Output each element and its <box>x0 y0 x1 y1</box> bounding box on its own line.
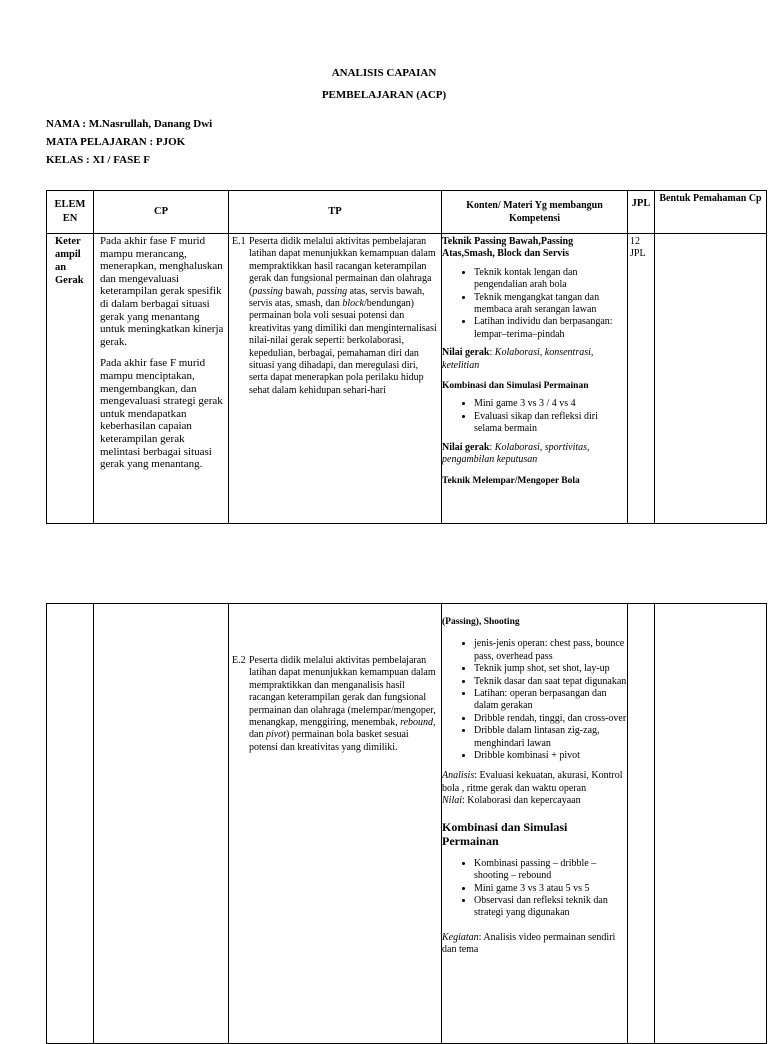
cp-cell <box>94 604 229 1044</box>
jpl-cell <box>628 604 655 1044</box>
elemen-text: Keter ampil an Gerak <box>55 236 84 286</box>
tp-cell <box>229 604 442 1044</box>
table-row <box>47 234 767 524</box>
jpl-value: 12 <box>630 236 640 247</box>
header-tp: TP <box>229 191 442 234</box>
list-item: • Teknik dasar dan saat tepat digunakan <box>474 676 627 688</box>
konten-cell <box>442 604 628 1044</box>
bentuk-cell <box>655 234 767 524</box>
list-item: • Teknik kontak lengan dan pengendalian arah bola <box>474 267 627 292</box>
header-elemen: ELEM EN <box>47 191 94 234</box>
konten-list-2 <box>442 398 627 435</box>
list-item: • Evaluasi sikap dan refleksi diri selama bermain <box>474 411 627 436</box>
konten-continuation: (Passing), Shooting <box>442 617 520 627</box>
header-konten: Konten/ Materi Yg membangun Kompetensi <box>442 191 628 234</box>
list-item: • Dribble dalam lintasan zig-zag, menghindari lawan <box>474 725 627 750</box>
tp-number: E.2 <box>232 655 246 666</box>
kombinasi-heading: Kombinasi dan Simulasi Permainan <box>442 819 568 848</box>
tp-cell <box>229 234 442 524</box>
list-item: • Observasi dan refleksi teknik dan strategi yang digunakan <box>474 895 627 920</box>
tp-text: Peserta didik melalui aktivitas pembelajaran latihan dapat menunjukkan kemampuan dalam mempraktikkan dan menganalisis hasil racangan keterampilan gerak dan fungsional permainan dan olahraga (melempar/mengoper, menangkap, menggiring, menembak, rebound, dan pivot) permainan bola basket sesuai potensi dan kreativitas yang dimiliki. <box>249 655 436 753</box>
doc-title-line2: PEMBELAJARAN (ACP) <box>321 89 447 101</box>
elemen-cell <box>47 604 94 1044</box>
jpl-unit: JPL <box>630 248 646 260</box>
list-item: • Teknik mengangkat tangan dan membaca arah serangan lawan <box>474 292 627 317</box>
list-item: • jenis-jenis operan: chest pass, bounce pass, overhead pass <box>474 638 627 663</box>
nama-field: NAMA : M.Nasrullah, Danang Dwi <box>46 118 213 130</box>
cp-cell <box>94 234 229 524</box>
table-row <box>47 604 767 1044</box>
table-header-row <box>47 191 767 234</box>
cp-paragraph-2: Pada akhir fase F murid mampu menciptakan, mengembangkan, dan mengevaluasi strategi gerak untuk mendapatkan keberhasilan capaian keterampilan gerak melintasi berbagai situasi gerak yang menantang. <box>100 357 223 471</box>
jpl-cell <box>628 234 655 524</box>
tp-text: Peserta didik melalui aktivitas pembelajaran latihan dapat menunjukkan kemampuan dalam mempraktikkan hasil racangan keterampilan gerak dan fungsional permainan dan olahraga (passing bawah, passing atas, servis bawah, servis atas, smash, dan block/bendungan) permainan bola voli sesuai potensi dan kreativitas yang dimiliki dan menginternalisasi nilai-nilai gerak seperti: berkolaborasi, kepedulian, berbagai, pemahaman diri dan situasi yang dihadapi, dan meregulasi diri, serta dapat menerapkan pola perilaku hidup sehat dalam kehidupan sehari-hari <box>249 236 437 396</box>
kombinasi-heading: Kombinasi dan Simulasi Permainan <box>442 381 589 392</box>
nilai-gerak-2: Nilai gerak: Kolaborasi, sportivitas, pengambilan keputusan <box>442 441 590 466</box>
konten-list <box>442 638 627 762</box>
list-item: • Teknik jump shot, set shot, lay-up <box>474 663 627 675</box>
konten-list-2 <box>442 858 627 920</box>
analisis-line: Analisis: Evaluasi kekuatan, akurasi, Kontrol bola , ritme gerak dan waktu operan <box>442 770 623 794</box>
list-item: • Mini game 3 vs 3 / 4 vs 4 <box>474 398 627 410</box>
header-cp: CP <box>94 191 229 234</box>
nilai-gerak-1: Nilai gerak: Kolaborasi, konsentrasi, ketelitian <box>442 347 594 371</box>
list-item: • Kombinasi passing – dribble – shooting – rebound <box>474 858 627 883</box>
konten-list <box>442 267 627 341</box>
list-item: • Latihan individu dan berpasangan: lempar–terima–pindah <box>474 316 627 341</box>
tp-number: E.1 <box>232 236 246 247</box>
acp-table-page1 <box>46 190 767 524</box>
teknik-heading: Teknik Melempar/Mengoper Bola <box>442 475 580 486</box>
elemen-cell <box>47 234 94 524</box>
kelas-field: KELAS : XI / FASE F <box>46 154 151 166</box>
kegiatan-line: Kegiatan: Analisis video permainan sendiri dan tema <box>442 931 616 956</box>
list-item: • Dribble rendah, tinggi, dan cross-over <box>474 713 627 725</box>
bentuk-cell <box>655 604 767 1044</box>
list-item: • Mini game 3 vs 3 atau 5 vs 5 <box>474 883 627 895</box>
mapel-field: MATA PELAJARAN : PJOK <box>46 136 186 148</box>
header-jpl: JPL <box>628 191 655 234</box>
konten-cell <box>442 234 628 524</box>
list-item: • Dribble kombinasi + pivot <box>474 750 627 762</box>
list-item: • Latihan: operan berpasangan dan dalam gerakan <box>474 688 627 713</box>
acp-table-page2 <box>46 603 767 1044</box>
header-bentuk: Bentuk Pemahaman Cp <box>655 191 767 234</box>
cp-paragraph-1: Pada akhir fase F murid mampu merancang, menerapkan, menghaluskan dan mengevaluasi keterampilan gerak spesifik di dalam berbagai situasi gerak yang menantang untuk meningkatkan kinerja gerak. <box>100 235 224 348</box>
nilai-line: Nilai: Kolaborasi dan kepercayaan <box>442 795 581 807</box>
doc-title-line1: ANALISIS CAPAIAN <box>331 67 437 79</box>
konten-heading: Teknik Passing Bawah,Passing Atas,Smash, Block dan Servis <box>442 236 574 260</box>
